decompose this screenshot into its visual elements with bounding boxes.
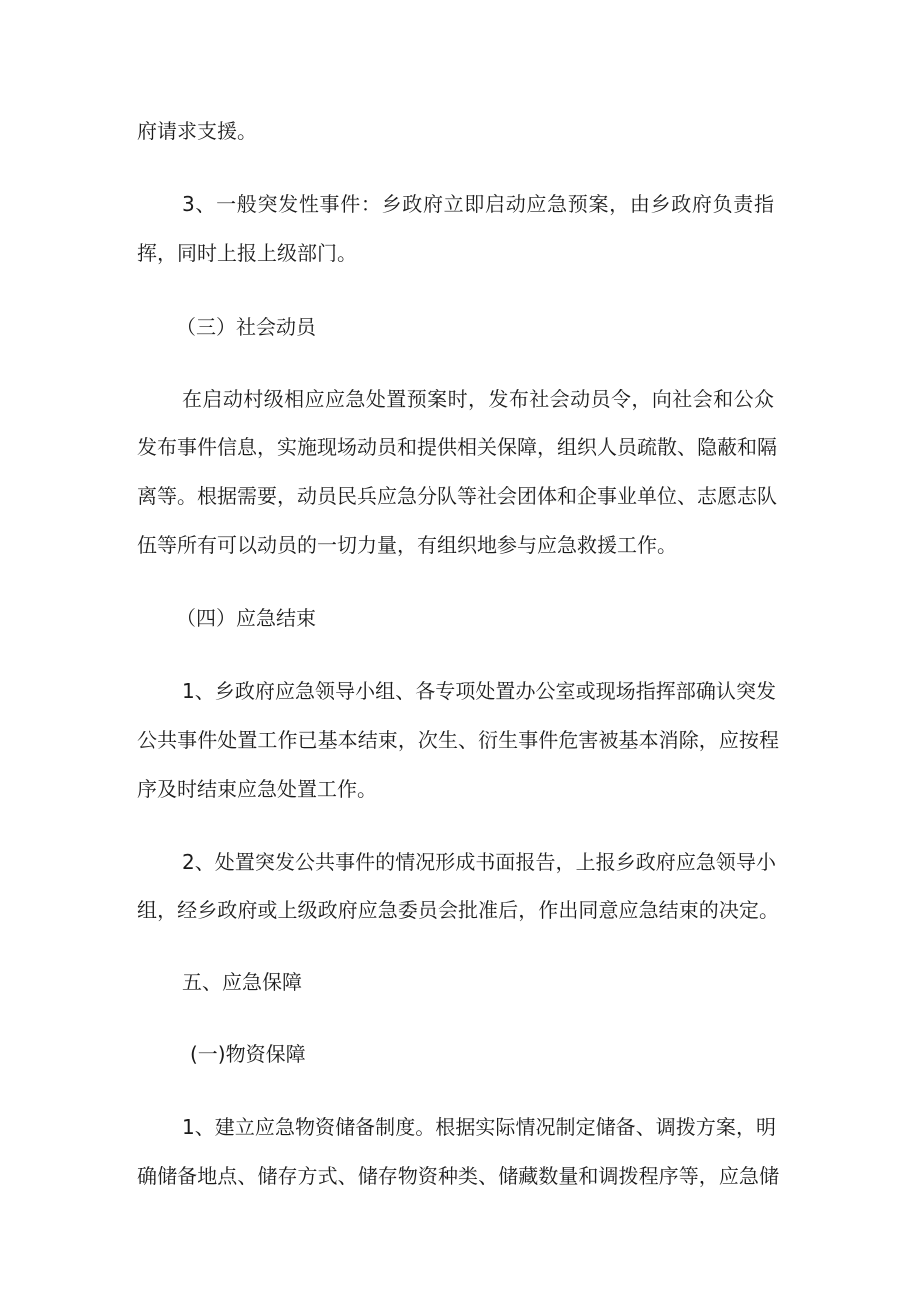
section-heading: （三）社会动员: [176, 315, 316, 339]
paragraph-line: 2、处置突发公共事件的情况形成书面报告，上报乡政府应急领导小: [182, 850, 776, 874]
chapter-heading: 五、应急保障: [182, 970, 302, 994]
paragraph-line: 组，经乡政府或上级政府应急委员会批准后，作出同意应急结束的决定。: [137, 898, 779, 922]
paragraph-line: 1、建立应急物资储备制度。根据实际情况制定储备、调拨方案，明: [182, 1115, 776, 1139]
section-heading: (一)物资保障: [190, 1042, 306, 1066]
paragraph-line: 序及时结束应急处置工作。: [137, 777, 377, 801]
paragraph-line: 发布事件信息，实施现场动员和提供相关保障，组织人员疏散、隐蔽和隔: [137, 435, 777, 459]
section-heading: （四）应急结束: [176, 606, 316, 630]
paragraph-line: 离等。根据需要，动员民兵应急分队等社会团体和企事业单位、志愿志队: [137, 484, 777, 508]
paragraph-line: 在启动村级相应应急处置预案时，发布社会动员令，向社会和公众: [182, 387, 774, 411]
paragraph-line: 挥，同时上报上级部门。: [137, 241, 357, 265]
paragraph-line: 确储备地点、储存方式、储存物资种类、储藏数量和调拨程序等，应急储: [137, 1164, 779, 1188]
paragraph-line: 3、一般突发性事件：乡政府立即启动应急预案，由乡政府负责指: [182, 192, 774, 216]
paragraph-line: 公共事件处置工作已基本结束，次生、衍生事件危害被基本消除，应按程: [137, 728, 779, 752]
continuation-text: 府请求支援。: [137, 119, 257, 143]
paragraph-line: 1、乡政府应急领导小组、各专项处置办公室或现场指挥部确认突发: [182, 679, 776, 703]
paragraph-line: 伍等所有可以动员的一切力量，有组织地参与应急救援工作。: [137, 533, 677, 557]
